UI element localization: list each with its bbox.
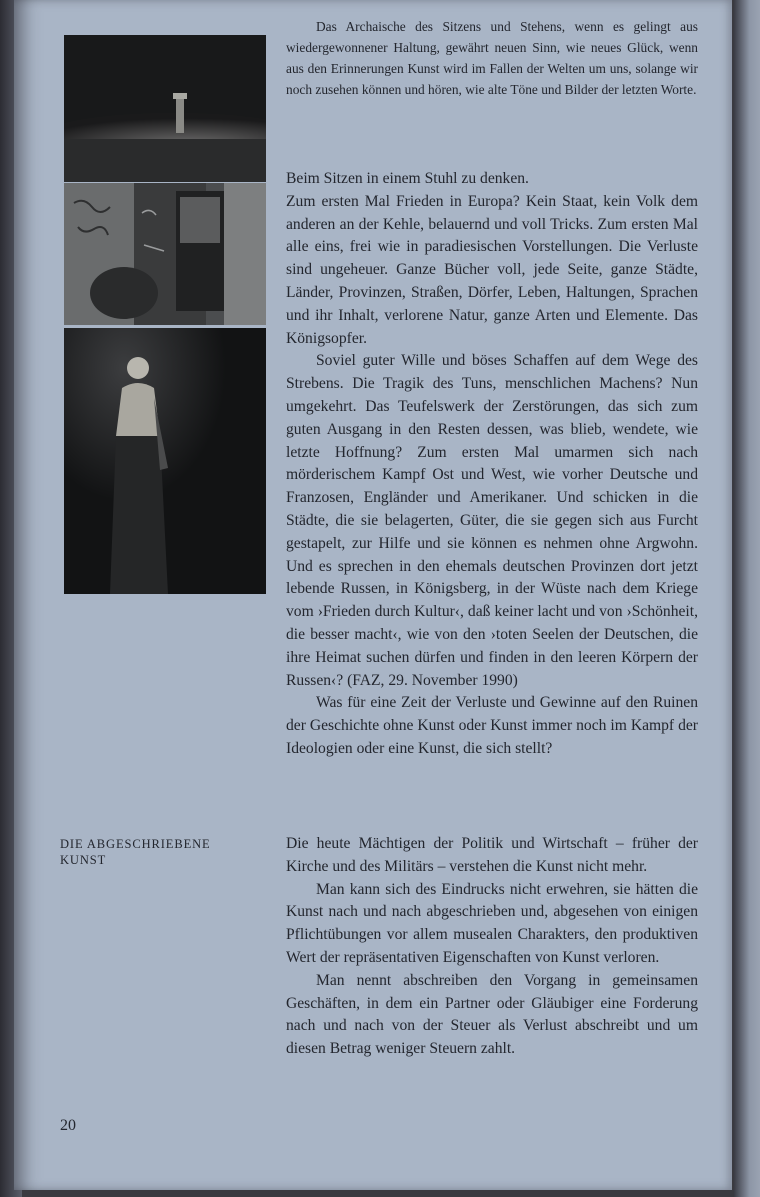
photo-lamp-on-table xyxy=(64,35,266,182)
opening-paragraph xyxy=(286,16,698,100)
main-text-block xyxy=(286,168,698,761)
paragraph: Soviel guter Wille und böses Schaffen auf dem Wege des Strebens. Die Tragik des Tuns, menschlichen Machens? Nun umgekehrt. Das Teufelswerk der Zerstörungen, das sich zum guten Ausgang in den Resten dessen, was blieb, wendete, wie letzte Hoffnung? Zum ersten Mal umarmen sich nach mörderischem Kampf Ost und West, wie vorher Deutsche und Franzosen, Engländer und Amerikaner. Und schicken in die Städte, die sie belagerten, Güter, die sie gegen sich aus Furcht gestapelt, zur Hilfe und sie können es nehmen ohne Argwohn. Und es sprechen in den ehemals deutschen Provinzen dort jetzt lebende Russen, in Königsberg, in der Wüste nach dem Kriege vom ›Frieden durch Kultur‹, daß keiner lacht und von ›Schönheit, die besser macht‹, wie von den ›toten Seelen der Deutschen, die ihre Heimat suchen dürfen und finden in den leeren Körpern der Russen‹? (FAZ, 29. November 1990) xyxy=(286,352,698,689)
paragraph: Das Archaische des Sitzens und Stehens, wenn es gelingt aus wiedergewonnener Haltung, gewährt neuen Sinn, wie neues Glück, wenn aus den Erinnerungen Kunst wird im Fallen der Welten um uns, solange wir noch zusehen können und hören, wie alte Töne und Bilder der letzten Worte. xyxy=(286,19,698,97)
paragraph: Die heute Mächtigen der Politik und Wirtschaft – früher der Kirche und des Militärs – verstehen die Kunst nicht mehr. xyxy=(286,835,698,875)
side-heading: DIE ABGESCHRIEBENE KUNST xyxy=(60,837,211,867)
paragraph: Beim Sitzen in einem Stuhl zu denken. xyxy=(286,170,529,187)
photo-woman-in-dark xyxy=(64,328,266,594)
paragraph: Was für eine Zeit der Verluste und Gewinne auf den Ruinen der Geschichte ohne Kunst oder Kunst immer noch im Kampf der Ideologien oder eine Kunst, die sich stellt? xyxy=(286,694,698,757)
paragraph: Man kann sich des Eindrucks nicht erwehren, sie hätten die Kunst nach und nach abgeschrieben und, abgesehen von einigen Pflichtübungen vor allem musealen Charakters, den produktiven Wert der repräsentativen Eigenschaften von Kunst verloren. xyxy=(286,880,698,966)
page-number: 20 xyxy=(60,1117,76,1134)
section-text-block xyxy=(286,833,698,1061)
photo-graffiti-room xyxy=(64,183,266,325)
next-page-edge xyxy=(734,0,760,1197)
paragraph: Zum ersten Mal Frieden in Europa? Kein Staat, kein Volk dem anderen an der Kehle, belauernd und voll Tricks. Zum ersten Mal alle eins, frei wie in paradiesischen Vorstellungen. Die Verluste sind ungeheuer. Ganze Bücher voll, jede Seite, ganze Städte, Länder, Provinzen, Straßen, Dörfer, Leben, Haltungen, Sprachen und ihr Inhalt, verlorene Natur, ganze Arten und Elemente. Das Königsopfer. xyxy=(286,192,698,347)
paragraph: Man nennt abschreiben den Vorgang in gemeinsamen Geschäften, in dem ein Partner oder Gläubiger eine Forderung nach und nach von der Steuer als Verlust abschreibt und um diesen Betrag weniger Steuern zahlt. xyxy=(286,971,698,1058)
